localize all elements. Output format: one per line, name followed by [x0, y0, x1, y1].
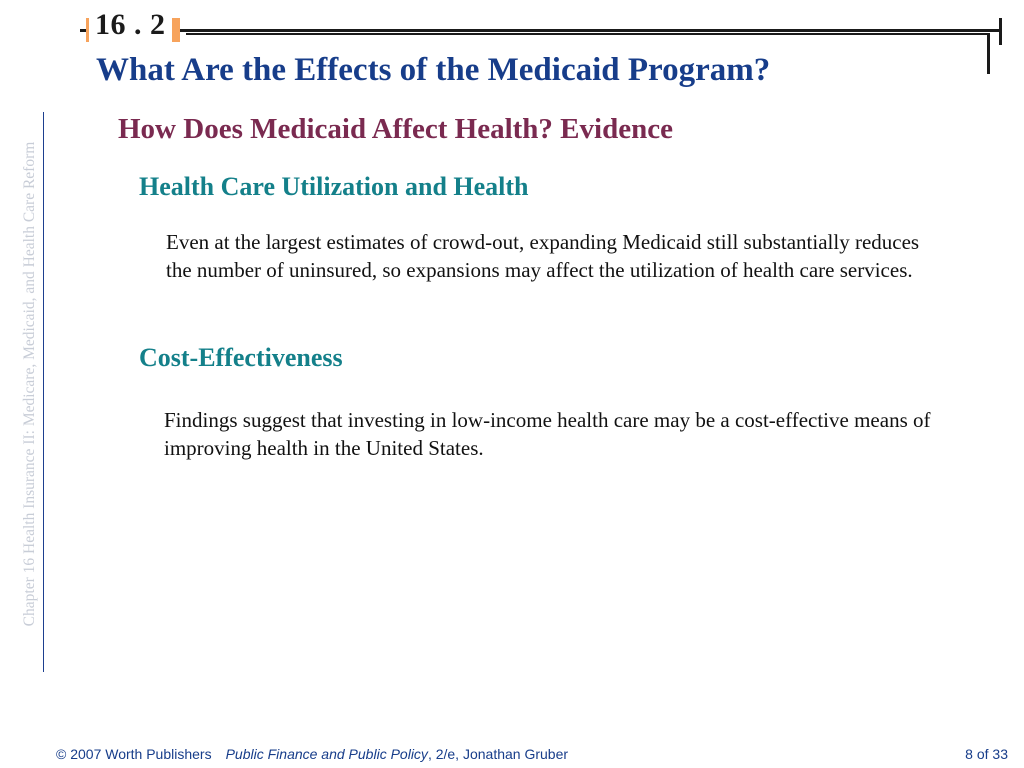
slide-title: What Are the Effects of the Medicaid Program? [96, 52, 771, 88]
footer-publisher: © 2007 Worth Publishers [56, 746, 212, 762]
section-heading-utilization: Health Care Utilization and Health [139, 172, 529, 201]
top-frame-inner-corner [987, 33, 990, 74]
section-body-utilization: Even at the largest estimates of crowd-out, expanding Medicaid still substantially reduces the number of uninsured, so expansions may affect the utilization of health care services. [166, 230, 920, 282]
footer-credit [56, 746, 568, 762]
page-number: 8 of 33 [965, 746, 1008, 762]
top-frame-inner-line [186, 33, 990, 35]
section-heading-cost: Cost-Effectiveness [139, 343, 343, 372]
footer-edition-author: , 2/e, Jonathan Gruber [427, 746, 569, 762]
top-frame-line [80, 29, 1002, 32]
slide-subtitle: How Does Medicaid Affect Health? Evidence [118, 113, 673, 145]
footer-book-title: Public Finance and Public Policy [225, 746, 428, 762]
chapter-side-label: Chapter 16 Health Insurance II: Medicare, Medicaid, and Health Care Reform [21, 141, 38, 627]
section-number: 16 . 2 [89, 8, 172, 42]
section-body-cost: Findings suggest that investing in low-income health care may be a cost-effective means of improving health in the United States. [164, 408, 931, 460]
side-rule [43, 112, 44, 672]
top-frame-corner [999, 18, 1002, 45]
